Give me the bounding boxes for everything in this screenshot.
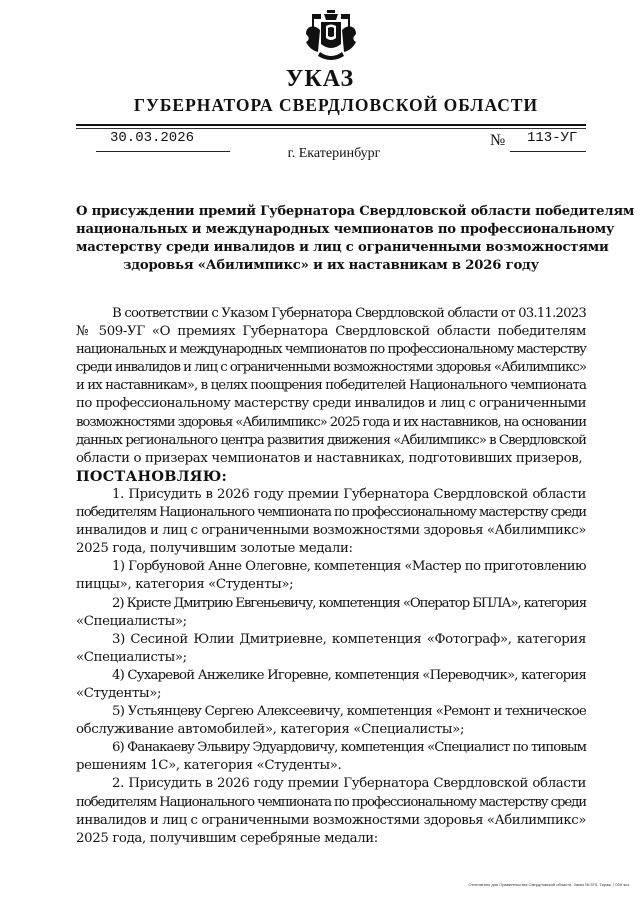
awardee-item-1-cont: пиццы», категория «Студенты»; xyxy=(76,577,294,593)
print-imprint: Отпечатано для Правительства Свердловской области. Заказ № 575. Тираж 7 000 экз. xyxy=(468,882,630,887)
number-label: № xyxy=(490,132,506,149)
preamble-line: данных регионального центра развития движения «Абилимпикс» в Свердловской xyxy=(76,432,586,448)
awardee-item-5: 5) Устьянцеву Сергею Алексеевичу, компетенция «Ремонт и техническое xyxy=(112,704,586,720)
awardee-item-1: 1) Горбуновой Анне Олеговне, компетенция «Мастер по приготовлению xyxy=(112,559,586,575)
clause-2-line: инвалидов и лиц с ограниченными возможностями здоровья «Абилимпикс» xyxy=(76,812,587,828)
awardee-item-6-cont: решениям 1С», категория «Студенты». xyxy=(76,758,342,774)
awardee-item-3-cont: «Специалисты»; xyxy=(76,649,187,665)
clause-2-line: 2. Присудить в 2026 году премии Губернатора Свердловской области xyxy=(112,776,586,792)
document-type-title: УКАЗ xyxy=(285,66,355,92)
preamble-line: среди инвалидов и лиц с ограниченными возможностями здоровья «Абилимпикс» xyxy=(76,360,586,376)
preamble-line: возможностями здоровья «Абилимпикс» 2025 года и их наставников, на основании xyxy=(76,414,586,430)
header-rule xyxy=(76,124,586,126)
awardee-item-6: 6) Фанакаеву Эльвиру Эдуардовичу, компетенция «Специалист по типовым xyxy=(112,740,586,756)
heading-line: мастерству среди инвалидов и лиц с ограниченными возможностями xyxy=(76,240,609,255)
heading-line: национальных и международных чемпионатов по профессиональному xyxy=(76,222,615,237)
clause-2-line: победителям Национального чемпионата по профессиональному мастерству среди xyxy=(76,794,586,810)
document-number: 113-УГ xyxy=(527,130,578,146)
awardee-item-4: 4) Сухаревой Анжелике Игоревне, компетенция «Переводчик», категория xyxy=(112,667,586,683)
document-heading xyxy=(76,203,635,275)
city: г. Екатеринбург xyxy=(287,146,381,161)
header-rule-thin xyxy=(76,128,586,129)
preamble-line: национальных и международных чемпионатов по профессиональному мастерству xyxy=(76,342,586,358)
clause-1-line: 2025 года, получившим золотые медали: xyxy=(76,541,353,557)
clause-2-line: 2025 года, получившим серебряные медали: xyxy=(76,830,378,846)
heading-line: О присуждении премий Губернатора Свердловской области победителям xyxy=(76,204,635,219)
awardee-item-4-cont: «Студенты»; xyxy=(76,685,162,701)
awardee-item-5-cont: обслуживание автомобилей», категория «Специалисты»; xyxy=(76,722,465,738)
preamble-line: и их наставникам», в целях поощрения победителей Национального чемпионата xyxy=(76,378,586,394)
clause-1-line: инвалидов и лиц с ограниченными возможностями здоровья «Абилимпикс» xyxy=(76,523,587,539)
preamble-line: В соответствии с Указом Губернатора Свердловской области от 03.11.2023 xyxy=(112,306,586,321)
issuer-title: ГУБЕРНАТОРА СВЕРДЛОВСКОЙ ОБЛАСТИ xyxy=(133,95,539,115)
awardee-item-3: 3) Сесиной Юлии Дмитриевне, компетенция «Фотограф», категория xyxy=(112,631,586,647)
clause-1-line: победителям Национального чемпионата по профессиональному мастерству среди xyxy=(76,505,586,521)
coat-of-arms-icon xyxy=(304,8,358,64)
awardee-item-2-cont: «Специалисты»; xyxy=(76,613,187,629)
preamble-line: по профессиональному мастерству среди инвалидов и лиц с ограниченными xyxy=(76,396,586,412)
awardee-item-2: 2) Кристе Дмитрию Евгеньевичу, компетенция «Оператор БПЛА», категория xyxy=(112,595,586,611)
resolve-word: ПОСТАНОВЛЯЮ: xyxy=(76,467,228,485)
preamble-line: области о призерах чемпионатов и наставниках, подготовивших призеров, xyxy=(76,450,583,466)
clause-1-line: 1. Присудить в 2026 году премии Губернатора Свердловской области xyxy=(112,486,586,502)
document-date: 30.03.2026 xyxy=(110,130,195,146)
preamble-line: № 509-УГ «О премиях Губернатора Свердловской области победителям xyxy=(76,324,586,340)
heading-line: здоровья «Абилимпикс» и их наставникам в 2026 году xyxy=(123,258,539,273)
document-body xyxy=(76,305,586,848)
